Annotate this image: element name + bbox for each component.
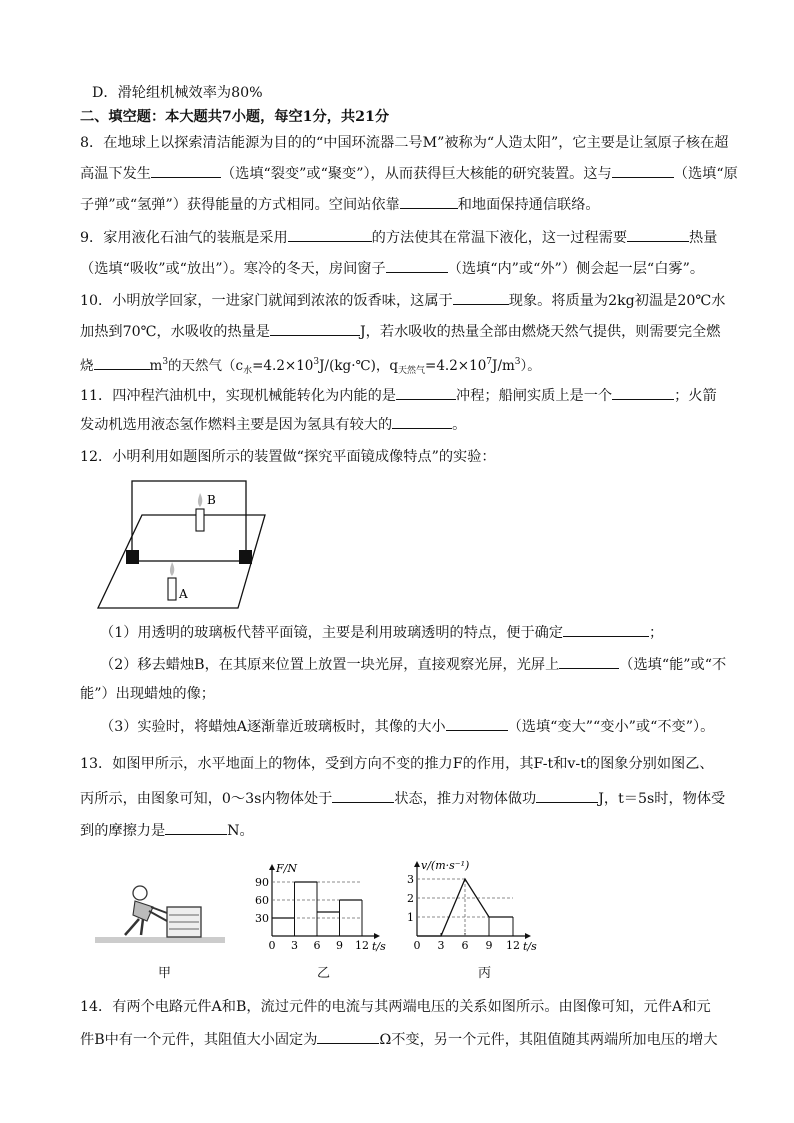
- answer-blank[interactable]: [332, 788, 394, 803]
- q9-text: 热量: [689, 230, 718, 246]
- q12-text: （2）移去蜡烛B，在其原来位置上放置一块光屏，直接观察光屏，光屏上: [100, 657, 560, 673]
- q13-line3: [80, 820, 254, 841]
- y-axis-label: v/(m·s⁻¹): [421, 859, 470, 872]
- x-tick-label: 3: [291, 939, 298, 952]
- answer-blank[interactable]: [446, 716, 508, 731]
- candle-b: [196, 509, 204, 531]
- answer-blank[interactable]: [396, 385, 456, 400]
- q11-line1: [80, 385, 717, 406]
- answer-blank[interactable]: [151, 163, 221, 178]
- answer-blank[interactable]: [317, 1029, 379, 1044]
- x-tick-label: 12: [506, 939, 520, 952]
- q8-text: （选填“原: [673, 166, 738, 182]
- answer-blank[interactable]: [400, 194, 458, 209]
- answer-blank[interactable]: [94, 355, 150, 370]
- flame-icon: [198, 493, 202, 507]
- q10-text: 的天然气（c: [168, 358, 244, 374]
- q14-text: 件B中有一个元件，其阻值大小固定为: [80, 1032, 318, 1048]
- q9-text: 9．家用液化石油气的装瓶是采用: [80, 230, 288, 246]
- x-tick-label: 12: [355, 939, 369, 952]
- y-tick-label: 2: [407, 892, 414, 905]
- q10-text: 3: [162, 357, 169, 367]
- q8-text: 高温下发生: [80, 166, 151, 182]
- x-axis-label: t/s: [372, 940, 386, 953]
- q10-line3: [80, 352, 541, 381]
- q10-text: 10．小明放学回家，一进家门就闻到浓浓的饭香味，这属于: [80, 293, 453, 309]
- q13-text: N。: [227, 823, 254, 839]
- q10-text: m: [149, 358, 163, 374]
- y-tick-label: 30: [255, 912, 269, 925]
- q11-text: 冲程；船闸实质上是一个: [456, 388, 613, 404]
- x-tick-label: 3: [437, 939, 445, 952]
- q13-text: J，t＝5s时，物体受: [598, 791, 726, 807]
- q8-text: 和地面保持通信联络。: [457, 197, 600, 213]
- y-tick-label: 3: [407, 873, 414, 886]
- answer-blank[interactable]: [288, 227, 372, 242]
- x-tick-label: 0: [268, 939, 276, 952]
- answer-blank[interactable]: [627, 227, 689, 242]
- q10-text: J/(kg·℃)，q: [319, 358, 398, 374]
- q10-text: =4.2×10: [252, 358, 314, 374]
- velocity-line: [417, 879, 513, 936]
- q10-text: J/m: [492, 358, 515, 374]
- q10-text: ）。: [520, 358, 541, 374]
- q12-line: 12．小明利用如题图所示的装置做“探究平面镜成像特点”的实验：: [80, 449, 496, 465]
- answer-blank[interactable]: [563, 622, 649, 637]
- q12-part1: [100, 622, 663, 643]
- answer-blank[interactable]: [612, 385, 674, 400]
- section-heading: 二、填空题：本大题共7小题，每空1分，共21分: [80, 109, 390, 125]
- q10-text: J，若水吸收的热量全部由燃烧天然气提供，则需要完全燃: [360, 324, 721, 340]
- q8-text: 子弹”或“氢弹”）获得能量的方式相同。空间站依靠: [80, 197, 400, 213]
- q11-line2: [80, 414, 466, 435]
- q13-line2: [80, 788, 725, 809]
- y-tick-label: 90: [255, 876, 269, 889]
- caption-bing: 丙: [478, 966, 492, 981]
- q13-line1: 13．如图甲所示，水平地面上的物体，受到方向不变的推力F的作用，其F-t和v-t的图象分别如图乙、: [80, 756, 714, 772]
- q8-line3: [80, 194, 600, 215]
- velocity-time-chart: [395, 852, 565, 962]
- q9-line2: [80, 258, 704, 279]
- x-tick-label: 6: [461, 939, 469, 952]
- person-arm: [151, 907, 167, 913]
- caption-yi: 乙: [317, 966, 331, 981]
- option-d: D．滑轮组机械效率为80%: [92, 85, 263, 101]
- q12-part2-cont: 能”）出现蜡烛的像；: [80, 686, 215, 702]
- q10-text: 加热到70℃，水吸收的热量是: [80, 324, 270, 340]
- q8-line1: 8．在地球上以探索清洁能源为目的的“中国环流器二号M”被称为“人造太阳”，它主要是让氢原子核在超: [80, 135, 729, 151]
- q8-line2: [80, 163, 738, 184]
- ground: [95, 937, 225, 943]
- x-tick-label: 0: [413, 939, 421, 952]
- q10-text: 水: [243, 366, 253, 376]
- answer-blank[interactable]: [392, 414, 452, 429]
- answer-blank[interactable]: [386, 258, 448, 273]
- q11-text: 。: [452, 417, 467, 433]
- q10-text: 天然气: [398, 366, 426, 376]
- candle-b-label: B: [207, 493, 216, 507]
- person-head: [133, 886, 147, 900]
- q10-line2: [80, 321, 720, 342]
- q10-text: 3: [514, 357, 521, 367]
- y-tick-label: 60: [255, 894, 269, 907]
- q11-text: ；火箭: [674, 388, 717, 404]
- q12-part3: [100, 716, 714, 737]
- q10-text: 烧: [80, 358, 94, 374]
- x-tick-label: 9: [485, 939, 493, 952]
- q8-text: （选填“裂变”或“聚变”），从而获得巨大核能的研究装置。这与: [220, 166, 612, 182]
- q14-line2: [80, 1029, 718, 1050]
- answer-blank[interactable]: [536, 788, 598, 803]
- x-tick-label: 9: [336, 939, 343, 952]
- y-tick-label: 1: [407, 911, 414, 924]
- q13-text: 丙所示，由图象可知，0～3s内物体处于: [80, 791, 333, 807]
- caption-jia: 甲: [158, 966, 172, 981]
- q11-text: 11．四冲程汽油机中，实现机械能转化为内能的是: [80, 388, 396, 404]
- candle-a-label: A: [179, 587, 188, 601]
- q14-line1: 14．有两个电路元件A和B，流过元件的电流与其两端电压的关系如图所示。由图像可知，元件A和元: [80, 999, 711, 1015]
- q12-part2: [100, 654, 726, 675]
- x-axis-label: t/s: [523, 940, 537, 953]
- q9-text: （选填“吸收”或“放出”）。寒冷的冬天，房间窗子: [80, 261, 386, 277]
- q13-text: 到的摩擦力是: [80, 823, 166, 839]
- candle-a: [168, 578, 176, 600]
- person-leg: [141, 919, 143, 935]
- q10-text: 现象。将质量为2kg初温是20℃水: [508, 293, 726, 309]
- q13-text: 状态，推力对物体做功: [394, 791, 537, 807]
- x-axis-arrow-icon: [525, 933, 531, 939]
- answer-blank[interactable]: [165, 820, 227, 835]
- q14-text: Ω不变，另一个元件，其阻值随其两端所加电压的增大: [379, 1032, 718, 1048]
- q10-text: =4.2×10: [425, 358, 487, 374]
- q9-line1: [80, 227, 717, 248]
- q9-text: 的方法使其在常温下液化，这一过程需要: [371, 230, 628, 246]
- person-leg: [125, 919, 139, 935]
- clamp-left: [126, 550, 139, 564]
- q10-text: 7: [486, 357, 493, 367]
- clamp-right: [239, 550, 252, 564]
- y-axis-label: F/N: [276, 862, 297, 875]
- answer-blank[interactable]: [559, 654, 619, 669]
- x-tick-label: 6: [313, 939, 321, 952]
- answer-blank[interactable]: [453, 290, 509, 305]
- q12-text: （选填“变大”“变小”或“不变”）。: [507, 719, 715, 735]
- q12-text: （1）用透明的玻璃板代替平面镜，主要是利用玻璃透明的特点，便于确定: [100, 625, 564, 641]
- force-time-chart: [250, 852, 400, 962]
- person-pushing-box-figure: [95, 855, 225, 945]
- x-axis-arrow-icon: [374, 933, 380, 939]
- q10-text: 3: [313, 357, 320, 367]
- q12-text: （3）实验时，将蜡烛A逐渐靠近玻璃板时，其像的大小: [100, 719, 446, 735]
- q12-text: ；: [649, 625, 664, 641]
- q10-line1: [80, 290, 725, 311]
- q11-text: 发动机选用液态氢作燃料主要是因为氢具有较大的: [80, 417, 393, 433]
- answer-blank[interactable]: [270, 321, 360, 336]
- y-axis-arrow-icon: [414, 861, 420, 867]
- q12-text: （选填“能”或“不: [619, 657, 727, 673]
- y-axis-arrow-icon: [269, 864, 275, 870]
- q9-text: （选填“内”或“外”）侧会起一层“白雾”。: [447, 261, 705, 277]
- answer-blank[interactable]: [612, 163, 674, 178]
- mirror-experiment-figure: [90, 475, 270, 615]
